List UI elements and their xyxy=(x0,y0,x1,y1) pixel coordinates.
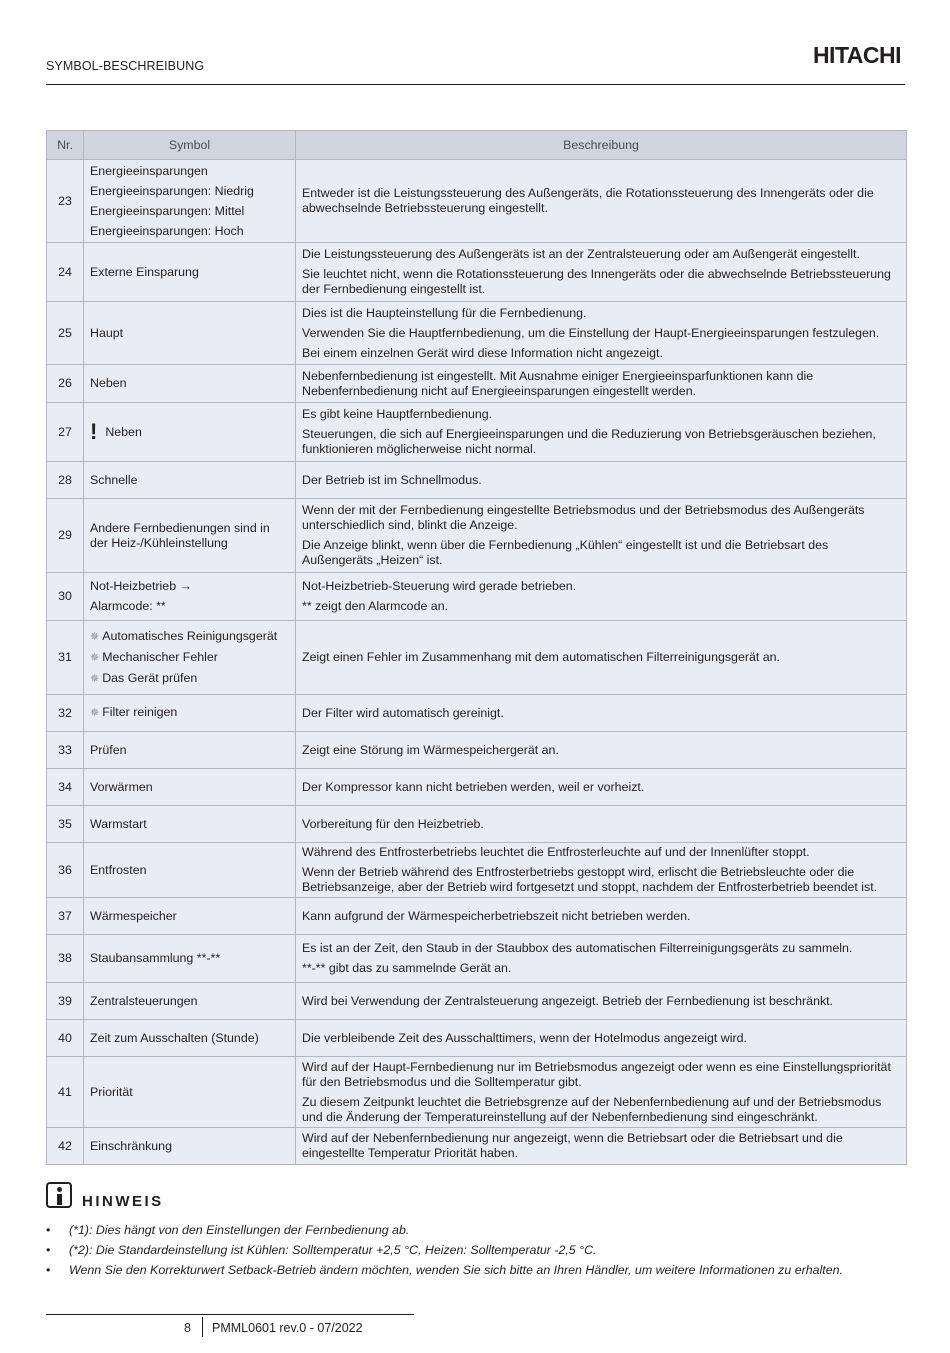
row-number: 41 xyxy=(47,1057,84,1128)
symbol-label: Energieeinsparungen: Mittel xyxy=(90,203,245,218)
description-text: ** zeigt den Alarmcode an. xyxy=(302,599,449,613)
symbol-label: Prüfen xyxy=(90,742,127,757)
symbol-label: Haupt xyxy=(90,325,124,340)
row-number: 32 xyxy=(47,695,84,732)
description-text: Nebenfernbedienung ist eingestellt. Mit Ausnahme einiger Energieeinsparfunktionen kann die Nebenfernbedienung nicht auf Energieeinsparungen eingestellt werden. xyxy=(302,368,814,398)
page-header xyxy=(46,40,905,85)
description-cell xyxy=(296,983,907,1020)
row-number: 35 xyxy=(47,806,84,843)
description-cell xyxy=(296,365,907,403)
description-text: Die Anzeige blinkt, wenn über die Fernbedienung „Kühlen“ eingestellt ist und die Betriebsart des Außengeräts „Heizen“ ist. xyxy=(302,538,829,567)
symbol-cell xyxy=(84,365,296,403)
row-number: 40 xyxy=(47,1020,84,1057)
symbol-label: Neben xyxy=(90,376,127,390)
table-row xyxy=(47,462,907,499)
row-number: 33 xyxy=(47,732,84,769)
table-row xyxy=(47,1020,907,1057)
symbol-cell xyxy=(84,1128,296,1165)
symbol-label: Energieeinsparungen: Hoch xyxy=(90,223,244,238)
description-text: Zeigt einen Fehler im Zusammenhang mit dem automatischen Filterreinigungsgerät an. xyxy=(302,650,780,664)
row-number: 38 xyxy=(47,935,84,983)
description-text: Es ist an der Zeit, den Staub in der Staubbox des automatischen Filterreinigungsgeräts zu sammeln. xyxy=(302,941,853,955)
description-text: Zeigt eine Störung im Wärmespeichergerät an. xyxy=(302,742,559,757)
symbol-label: Mechanischer Fehler xyxy=(102,649,218,664)
table-row xyxy=(47,573,907,621)
filter-sparkle-icon: ✵ xyxy=(90,630,100,643)
symbol-cell xyxy=(84,160,296,243)
description-text: Vorbereitung für den Heizbetrieb. xyxy=(302,816,484,831)
note-item: • Wenn Sie den Korrekturwert Setback-Betrieb ändern möchten, wenden Sie sich bitte an Ihren Händler, um weitere Informationen zu erhalten. xyxy=(46,1263,843,1277)
table-row xyxy=(47,732,907,769)
description-text: Der Filter wird automatisch gereinigt. xyxy=(302,705,504,720)
description-cell xyxy=(296,403,907,462)
description-text: Die verbleibende Zeit des Ausschalttimers, wenn der Hotelmodus angezeigt wird. xyxy=(302,1030,747,1045)
note-item: • (*1): Dies hängt von den Einstellungen der Fernbedienung ab. xyxy=(46,1223,410,1237)
table-row xyxy=(47,806,907,843)
description-cell xyxy=(296,843,907,898)
row-number: 42 xyxy=(47,1128,84,1165)
table-row xyxy=(47,983,907,1020)
section-title: SYMBOL-BESCHREIBUNG xyxy=(46,59,205,73)
symbol-cell xyxy=(84,695,296,732)
row-number: 36 xyxy=(47,843,84,898)
symbol-cell xyxy=(84,732,296,769)
description-cell xyxy=(296,695,907,732)
description-cell xyxy=(296,898,907,935)
symbol-cell xyxy=(84,898,296,935)
description-text: Dies ist die Haupteinstellung für die Fernbedienung. xyxy=(302,305,587,320)
symbol-label: Zentralsteuerungen xyxy=(90,993,198,1008)
symbol-cell xyxy=(84,806,296,843)
description-text: Während des Entfrosterbetriebs leuchtet die Entfrosterleuchte auf und der Innenlüfter stoppt. xyxy=(302,845,810,859)
description-text: Wird auf der Haupt-Fernbedienung nur im Betriebsmodus angezeigt oder wenn es eine Einstellungspriorität für den Betriebsmodus und die Solltemperatur gibt. xyxy=(302,1059,891,1089)
symbol-cell xyxy=(84,621,296,695)
description-cell xyxy=(296,1020,907,1057)
description-text: Wenn der mit der Fernbedienung eingestellte Betriebsmodus und der Betriebsmodus des Außengeräts unterschiedlich sind, blinkt die Anzeige. xyxy=(302,503,865,532)
table-row xyxy=(47,935,907,983)
row-number: 29 xyxy=(47,499,84,573)
row-number: 25 xyxy=(47,302,84,365)
footer-rule xyxy=(46,1314,414,1315)
symbol-label: Warmstart xyxy=(90,816,147,831)
symbol-label: Neben xyxy=(105,425,142,439)
symbol-label: Das Gerät prüfen xyxy=(102,670,198,685)
symbol-label: Externe Einsparung xyxy=(90,264,199,279)
exclamation-icon: ! xyxy=(90,419,98,444)
description-cell xyxy=(296,1057,907,1128)
description-text: Zu diesem Zeitpunkt leuchtet die Betriebsgrenze auf der Nebenfernbedienung auf und der Betriebsmodus und die Änderung der Temperatureinstellung auf der Nebenfernbedienung sind eingeschränkt. xyxy=(302,1094,882,1124)
table-row xyxy=(47,365,907,403)
description-text: Sie leuchtet nicht, wenn die Rotationssteuerung des Innengeräts oder die abwechselnde Betriebssteuerung der Fernbedienung eingestellt ist. xyxy=(302,267,891,296)
note-item: • (*2): Die Standardeinstellung ist Kühlen: Solltemperatur +2,5 °C, Heizen: Solltemperatur -2,5 °C. xyxy=(46,1243,597,1257)
symbol-label: Staubansammlung **-** xyxy=(90,951,221,965)
brand-logo: HITACHI xyxy=(812,42,901,68)
symbol-table xyxy=(46,130,907,1165)
symbol-cell xyxy=(84,499,296,573)
description-cell xyxy=(296,621,907,695)
description-text: Wenn der Betrieb während des Entfrosterbetriebs gestoppt wird, erlischt die Betriebsleuchte oder die Betriebsanzeige, aber der Betrieb wird fortgesetzt und stoppt, nachdem der Entfrosterbetrieb beendet ist. xyxy=(302,865,878,894)
description-cell xyxy=(296,462,907,499)
column-header-symbol: Symbol xyxy=(84,131,296,160)
symbol-label: Einschränkung xyxy=(90,1138,172,1153)
row-number: 27 xyxy=(47,403,84,462)
table-row xyxy=(47,1057,907,1128)
description-text: Kann aufgrund der Wärmespeicherbetriebszeit nicht betrieben werden. xyxy=(302,908,691,923)
symbol-label: Filter reinigen xyxy=(102,705,178,719)
row-number: 30 xyxy=(47,573,84,621)
symbol-cell xyxy=(84,403,296,462)
description-cell xyxy=(296,935,907,983)
symbol-label: Energieeinsparungen xyxy=(90,163,208,178)
column-header-description: Beschreibung xyxy=(296,131,907,160)
note-title: HINWEIS xyxy=(82,1193,164,1210)
footer-separator xyxy=(202,1317,203,1337)
symbol-cell xyxy=(84,462,296,499)
table-row xyxy=(47,621,907,695)
symbol-label: Andere Fernbedienungen sind in der Heiz-/Kühleinstellung xyxy=(90,520,270,550)
info-icon xyxy=(46,1182,72,1208)
description-cell xyxy=(296,302,907,365)
table-row xyxy=(47,843,907,898)
row-number: 31 xyxy=(47,621,84,695)
symbol-cell xyxy=(84,243,296,302)
symbol-label: Automatisches Reinigungsgerät xyxy=(102,628,278,643)
row-number: 39 xyxy=(47,983,84,1020)
filter-sparkle-icon: ✵ xyxy=(90,707,100,719)
note-list xyxy=(46,1220,906,1280)
row-number: 23 xyxy=(47,160,84,243)
symbol-cell xyxy=(84,302,296,365)
symbol-cell xyxy=(84,843,296,898)
description-cell xyxy=(296,732,907,769)
document-code: PMML0601 rev.0 - 07/2022 xyxy=(212,1321,363,1335)
symbol-cell xyxy=(84,573,296,621)
symbol-cell xyxy=(84,1020,296,1057)
symbol-cell xyxy=(84,983,296,1020)
description-text: Die Leistungssteuerung des Außengeräts ist an der Zentralsteuerung oder am Außengerät eingestellt. xyxy=(302,247,860,261)
description-cell xyxy=(296,769,907,806)
row-number: 37 xyxy=(47,898,84,935)
description-text: Verwenden Sie die Hauptfernbedienung, um die Einstellung der Haupt-Energieeinsparungen festzulegen. xyxy=(302,325,880,340)
table-header-row xyxy=(47,131,907,160)
filter-sparkle-icon: ✵ xyxy=(90,672,100,685)
row-number: 26 xyxy=(47,365,84,403)
symbol-label: Entfrosten xyxy=(90,862,147,877)
table-row xyxy=(47,499,907,573)
table-row xyxy=(47,302,907,365)
description-text: Es gibt keine Hauptfernbedienung. xyxy=(302,407,493,421)
description-cell xyxy=(296,499,907,573)
description-text: Wird bei Verwendung der Zentralsteuerung angezeigt. Betrieb der Fernbedienung ist beschränkt. xyxy=(302,993,834,1008)
description-text: **-** gibt das zu sammelnde Gerät an. xyxy=(302,961,512,975)
symbol-label: Zeit zum Ausschalten (Stunde) xyxy=(90,1030,259,1045)
description-cell xyxy=(296,1128,907,1165)
table-row xyxy=(47,898,907,935)
table-row xyxy=(47,160,907,243)
symbol-label: Not-Heizbetrieb → xyxy=(90,579,192,593)
symbol-label: Vorwärmen xyxy=(90,779,153,794)
symbol-cell xyxy=(84,1057,296,1128)
description-text: Bei einem einzelnen Gerät wird diese Information nicht angezeigt. xyxy=(302,345,663,360)
symbol-label: Energieeinsparungen: Niedrig xyxy=(90,183,254,198)
description-cell xyxy=(296,573,907,621)
description-text: Steuerungen, die sich auf Energieeinsparungen und die Reduzierung von Betriebsgeräuschen beziehen, funktionieren möglicherweise nicht normal. xyxy=(302,427,876,456)
table-row xyxy=(47,695,907,732)
description-cell xyxy=(296,806,907,843)
row-number: 24 xyxy=(47,243,84,302)
symbol-cell xyxy=(84,935,296,983)
symbol-label: Priorität xyxy=(90,1084,133,1099)
symbol-label: Wärmespeicher xyxy=(90,908,177,923)
table-row xyxy=(47,243,907,302)
symbol-label: Schnelle xyxy=(90,472,138,487)
page-number: 8 xyxy=(184,1321,191,1335)
row-number: 34 xyxy=(47,769,84,806)
description-text: Der Betrieb ist im Schnellmodus. xyxy=(302,472,482,487)
row-number: 28 xyxy=(47,462,84,499)
column-header-nr: Nr. xyxy=(47,131,84,160)
filter-sparkle-icon: ✵ xyxy=(90,651,100,664)
description-cell xyxy=(296,243,907,302)
description-text: Not-Heizbetrieb-Steuerung wird gerade betrieben. xyxy=(302,579,577,593)
symbol-label: Alarmcode: ** xyxy=(90,599,166,613)
table-row xyxy=(47,769,907,806)
symbol-cell xyxy=(84,769,296,806)
description-text: Wird auf der Nebenfernbedienung nur angezeigt, wenn die Betriebsart oder die Betriebsart und die eingestellte Temperatur Priorität haben. xyxy=(302,1131,843,1160)
description-text: Entweder ist die Leistungssteuerung des Außengeräts, die Rotationssteuerung des Innengeräts oder die abwechselnde Betriebssteuerung eingestellt. xyxy=(302,186,874,215)
description-text: Der Kompressor kann nicht betrieben werden, weil er vorheizt. xyxy=(302,779,645,794)
description-cell xyxy=(296,160,907,243)
table-row xyxy=(47,1128,907,1165)
table-row xyxy=(47,403,907,462)
